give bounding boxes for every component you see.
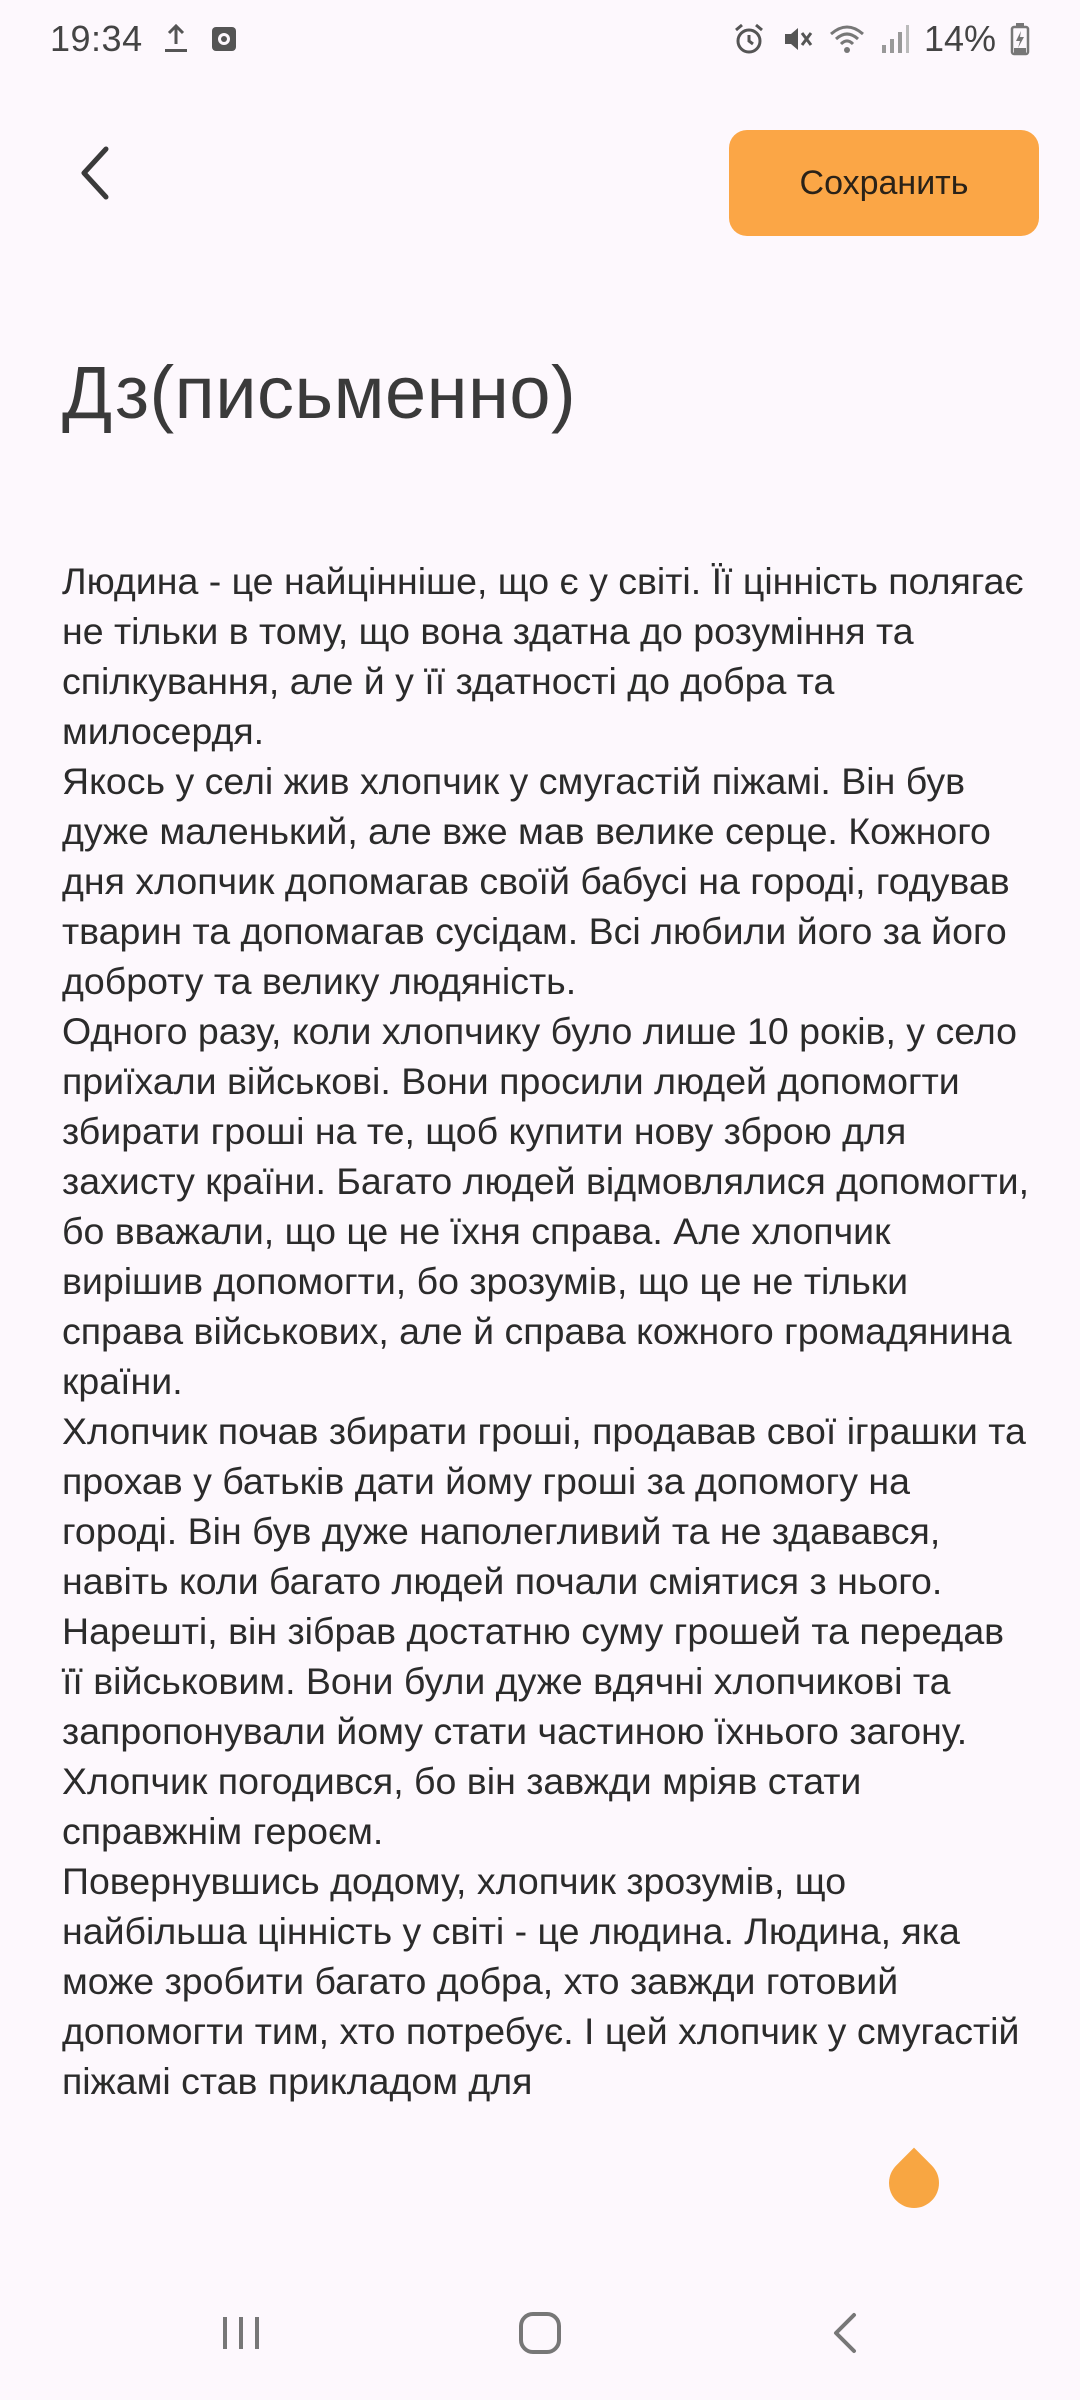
status-left bbox=[50, 18, 239, 60]
alarm-icon bbox=[732, 22, 766, 56]
system-back-button[interactable] bbox=[805, 2300, 885, 2370]
recent-apps-icon bbox=[219, 2313, 263, 2358]
back-icon bbox=[830, 2311, 860, 2360]
battery-percent: 14% bbox=[923, 18, 996, 59]
back-button[interactable] bbox=[60, 140, 130, 210]
upload-icon bbox=[161, 22, 191, 56]
note-body-text[interactable]: Людина - це найцінніше, що є у світі. Її цінність полягає не тільки в тому, що вона здатна до розуміння та спілкування, але й у її здатності до добра та милосердя. Якось у селі жив хлопчик у смугастій піжамі. Він був дуже маленький, але вже мав велике серце. Кожного дня хлопчик допомагав своїй бабусі на городі, годував тварин та допомагав сусідам. Всі любили його за його доброту та велику людяність. Одного разу, коли хлопчику було лише 10 років, у село приїхали військові. Вони просили людей допомогти збирати гроші на те, щоб купити нову зброю для захисту країни. Багато людей відмовлялися допомогти, бо вважали, що це не їхня справа. Але хлопчик вирішив допомогти, бо зрозумів, що це не тільки справа військових, але й справа кожного громадянина країни. Хлопчик почав збирати гроші, продавав свої іграшки та прохав у батьків дати йому гроші за допомогу на городі. Він був дуже наполегливий та не здавався, навіть коли багато людей почали сміятися з нього. Нарешті, він зібрав достатню суму грошей та передав її військовим. Вони були дуже вдячні хлопчикові та запропонували йому стати частиною їхнього загону. Хлопчик погодився, бо він завжди мріяв стати справжнім героєм. Повернувшись додому, хлопчик зрозумів, що найбільша цінність у світі - це людина. Людина, яка може зробити багато добра, хто завжди готовий допомогти тим, хто потребує. І цей хлопчик у смугастій піжамі став прикладом для bbox=[62, 560, 1030, 2102]
status-time: 19:34 bbox=[50, 18, 143, 59]
home-icon bbox=[517, 2310, 563, 2361]
status-bar bbox=[0, 0, 1080, 80]
home-button[interactable] bbox=[500, 2300, 580, 2370]
battery-charging-icon bbox=[1010, 22, 1030, 56]
recent-apps-button[interactable] bbox=[201, 2300, 281, 2370]
mute-icon bbox=[780, 22, 814, 56]
navigation-bar bbox=[0, 2270, 1080, 2400]
signal-icon bbox=[880, 23, 910, 55]
screen-record-icon bbox=[209, 24, 239, 54]
note-title[interactable]: Дз(письменно) bbox=[62, 351, 577, 434]
chevron-left-icon bbox=[78, 145, 112, 206]
status-right bbox=[732, 18, 1030, 60]
wifi-icon bbox=[828, 23, 866, 55]
save-button[interactable]: Сохранить bbox=[729, 130, 1039, 236]
